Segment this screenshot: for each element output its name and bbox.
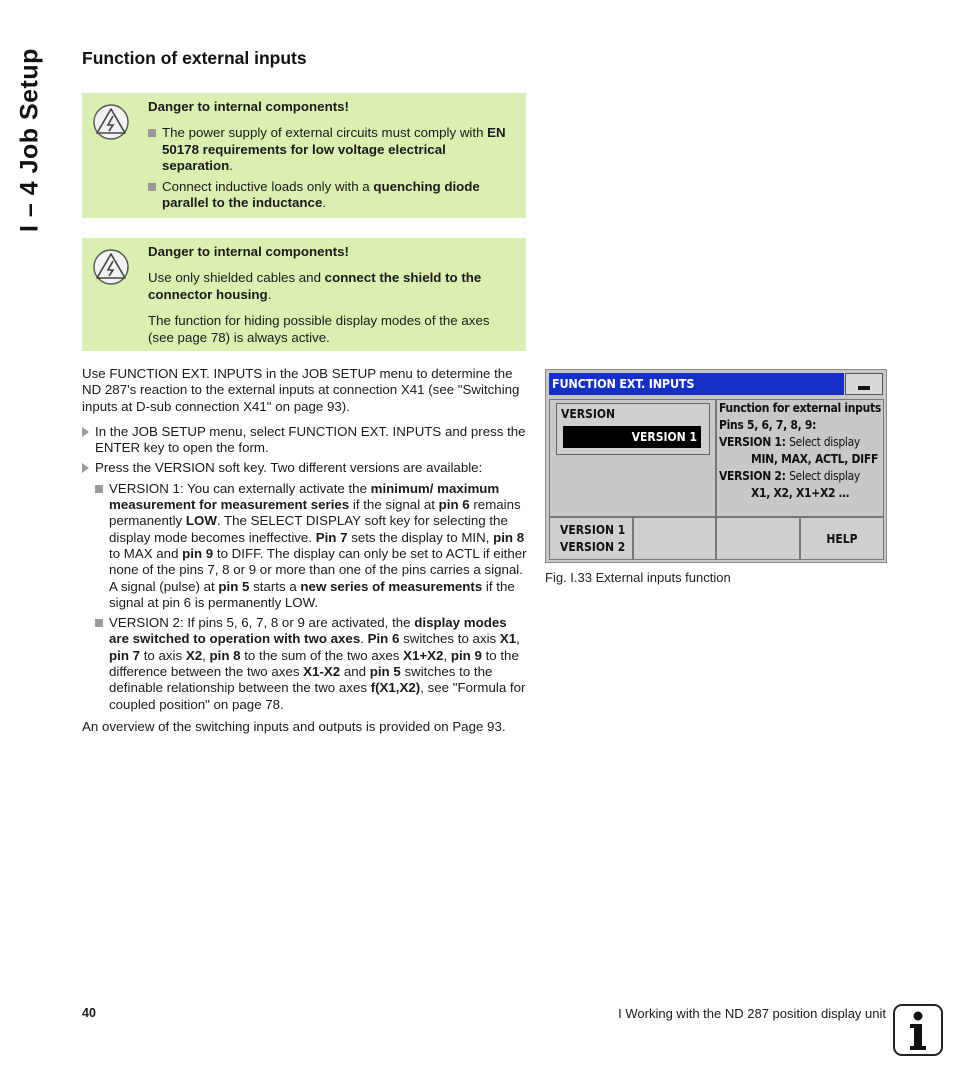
minimize-icon bbox=[858, 386, 870, 390]
body-text bbox=[82, 366, 527, 744]
help-line: MIN, MAX, ACTL, DIFF bbox=[751, 452, 879, 466]
help-line: X1, X2, X1+X2 … bbox=[751, 486, 850, 500]
danger-paragraph: The function for hiding possible display modes of the axes (see page 78) is always active. bbox=[148, 313, 490, 345]
softkey-bar bbox=[549, 517, 884, 560]
help-softkey[interactable]: HELP bbox=[800, 517, 884, 560]
help-line: VERSION 1: Select display bbox=[719, 435, 860, 449]
danger-title: Danger to internal components! bbox=[148, 99, 349, 114]
danger-item: The power supply of external circuits must comply with EN 50178 requirements for low voltage electrical separation. bbox=[148, 125, 516, 174]
info-icon bbox=[893, 1004, 943, 1056]
empty-softkey[interactable] bbox=[633, 517, 716, 560]
warning-triangle-icon bbox=[92, 248, 130, 286]
step-item: Press the VERSION soft key. Two different versions are available: bbox=[82, 460, 527, 476]
screen-title-bar: FUNCTION EXT. INPUTS bbox=[549, 373, 844, 395]
help-line: Function for external inputs bbox=[719, 401, 881, 415]
section-heading: Function of external inputs bbox=[82, 48, 307, 68]
danger-box-2 bbox=[82, 238, 526, 351]
minimize-button[interactable] bbox=[845, 373, 883, 395]
version-list bbox=[82, 481, 527, 713]
warning-triangle-icon bbox=[92, 103, 130, 141]
version-field-value[interactable]: VERSION 1 bbox=[563, 426, 701, 448]
screen-help-panel bbox=[716, 399, 884, 517]
intro-paragraph: Use FUNCTION EXT. INPUTS in the JOB SETUP menu to determine the ND 287's reaction to the external inputs at connection X41 (see "Switching inputs at D-sub connection X41" on page 93). bbox=[82, 366, 520, 414]
help-line: VERSION 2: Select display bbox=[719, 469, 860, 483]
device-screen-figure bbox=[545, 369, 887, 563]
danger-title: Danger to internal components! bbox=[148, 244, 349, 259]
version-1-item: VERSION 1: You can externally activate the minimum/ maximum measurement for measurement series if the signal at pin 6 remains permanently LOW. The SELECT DISPLAY soft key for selecting the display mode becomes ineffective. Pin 7 sets the display to MIN, pin 8 to MAX and pin 9 to DIFF. The display can only be set to ACTL if either none of the pins 7, 8 or 9 or more than one of the pins carries a signal. A signal (pulse) at pin 5 starts a new series of measurements if the signal at pin 6 is permanently LOW. bbox=[95, 481, 527, 611]
arrow-bullet-icon bbox=[82, 427, 89, 437]
footer-text: I Working with the ND 287 position display unit bbox=[618, 1006, 886, 1021]
danger-box-1 bbox=[82, 93, 526, 218]
overview-paragraph: An overview of the switching inputs and outputs is provided on Page 93. bbox=[82, 718, 506, 734]
empty-softkey[interactable] bbox=[716, 517, 800, 560]
step-item: In the JOB SETUP menu, select FUNCTION EXT. INPUTS and press the ENTER key to open the form. bbox=[82, 424, 527, 457]
danger-item: Connect inductive loads only with a quenching diode parallel to the inductance. bbox=[148, 179, 516, 212]
arrow-bullet-icon bbox=[82, 463, 89, 473]
screen-form-panel bbox=[549, 399, 716, 517]
version-field-label: VERSION bbox=[561, 407, 616, 421]
figure-caption: Fig. I.33 External inputs function bbox=[545, 570, 731, 585]
help-line: Pins 5, 6, 7, 8, 9: bbox=[719, 418, 817, 432]
version-2-item: VERSION 2: If pins 5, 6, 7, 8 or 9 are activated, the display modes are switched to operation with two axes. Pin 6 switches to axis X1, pin 7 to axis X2, pin 8 to the sum of the two axes X1+X2, pin 9 to the difference between the two axes X1-X2 and pin 5 switches to the definable relationship between the two axes f(X1,X2), see "Formula for coupled position" on page 78. bbox=[95, 615, 527, 713]
page-number: 40 bbox=[82, 1006, 96, 1020]
danger-paragraph: Use only shielded cables and connect the shield to the connector housing. bbox=[148, 270, 482, 302]
chapter-side-title: I – 4 Job Setup bbox=[15, 48, 44, 232]
version-field-group bbox=[556, 403, 710, 455]
version-softkey[interactable]: VERSION 1 VERSION 2 bbox=[549, 517, 633, 560]
